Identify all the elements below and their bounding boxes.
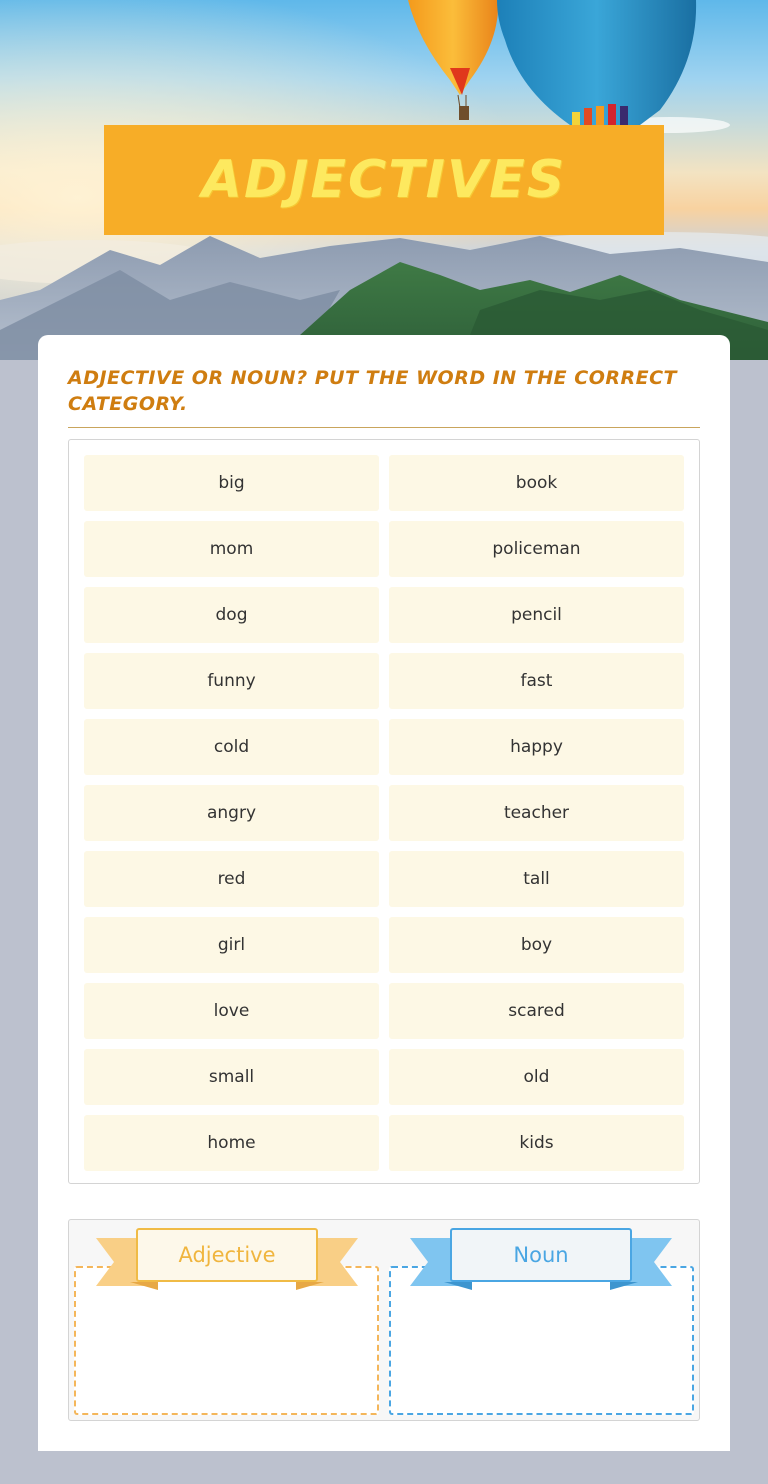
word-bank bbox=[68, 439, 700, 1184]
activity-card bbox=[38, 335, 730, 1451]
word-tile[interactable]: red bbox=[84, 851, 379, 907]
word-tile[interactable]: old bbox=[389, 1049, 684, 1105]
page-title: ADJECTIVES bbox=[201, 150, 567, 210]
adjective-ribbon bbox=[96, 1228, 358, 1294]
word-tile[interactable]: boy bbox=[389, 917, 684, 973]
noun-category-label: Noun bbox=[450, 1228, 632, 1282]
word-tile[interactable]: fast bbox=[389, 653, 684, 709]
word-tile[interactable]: big bbox=[84, 455, 379, 511]
word-tile[interactable]: love bbox=[84, 983, 379, 1039]
word-tile[interactable]: kids bbox=[389, 1115, 684, 1171]
adjective-category-label: Adjective bbox=[136, 1228, 318, 1282]
word-tile[interactable]: dog bbox=[84, 587, 379, 643]
instruction-text: ADJECTIVE OR NOUN? PUT THE WORD IN THE CORRECT CATEGORY. bbox=[68, 367, 678, 415]
word-tile[interactable]: mom bbox=[84, 521, 379, 577]
word-tile[interactable]: scared bbox=[389, 983, 684, 1039]
word-tile[interactable]: pencil bbox=[389, 587, 684, 643]
title-banner bbox=[104, 125, 664, 235]
word-tile[interactable]: tall bbox=[389, 851, 684, 907]
word-tile[interactable]: policeman bbox=[389, 521, 684, 577]
divider bbox=[68, 427, 700, 428]
category-area bbox=[68, 1219, 700, 1421]
word-tile[interactable]: book bbox=[389, 455, 684, 511]
word-tile[interactable]: angry bbox=[84, 785, 379, 841]
word-tile[interactable]: girl bbox=[84, 917, 379, 973]
word-tile[interactable]: teacher bbox=[389, 785, 684, 841]
word-tile[interactable]: funny bbox=[84, 653, 379, 709]
word-tile[interactable]: cold bbox=[84, 719, 379, 775]
word-tile[interactable]: small bbox=[84, 1049, 379, 1105]
word-tile[interactable]: happy bbox=[389, 719, 684, 775]
noun-ribbon bbox=[410, 1228, 672, 1294]
word-tile[interactable]: home bbox=[84, 1115, 379, 1171]
